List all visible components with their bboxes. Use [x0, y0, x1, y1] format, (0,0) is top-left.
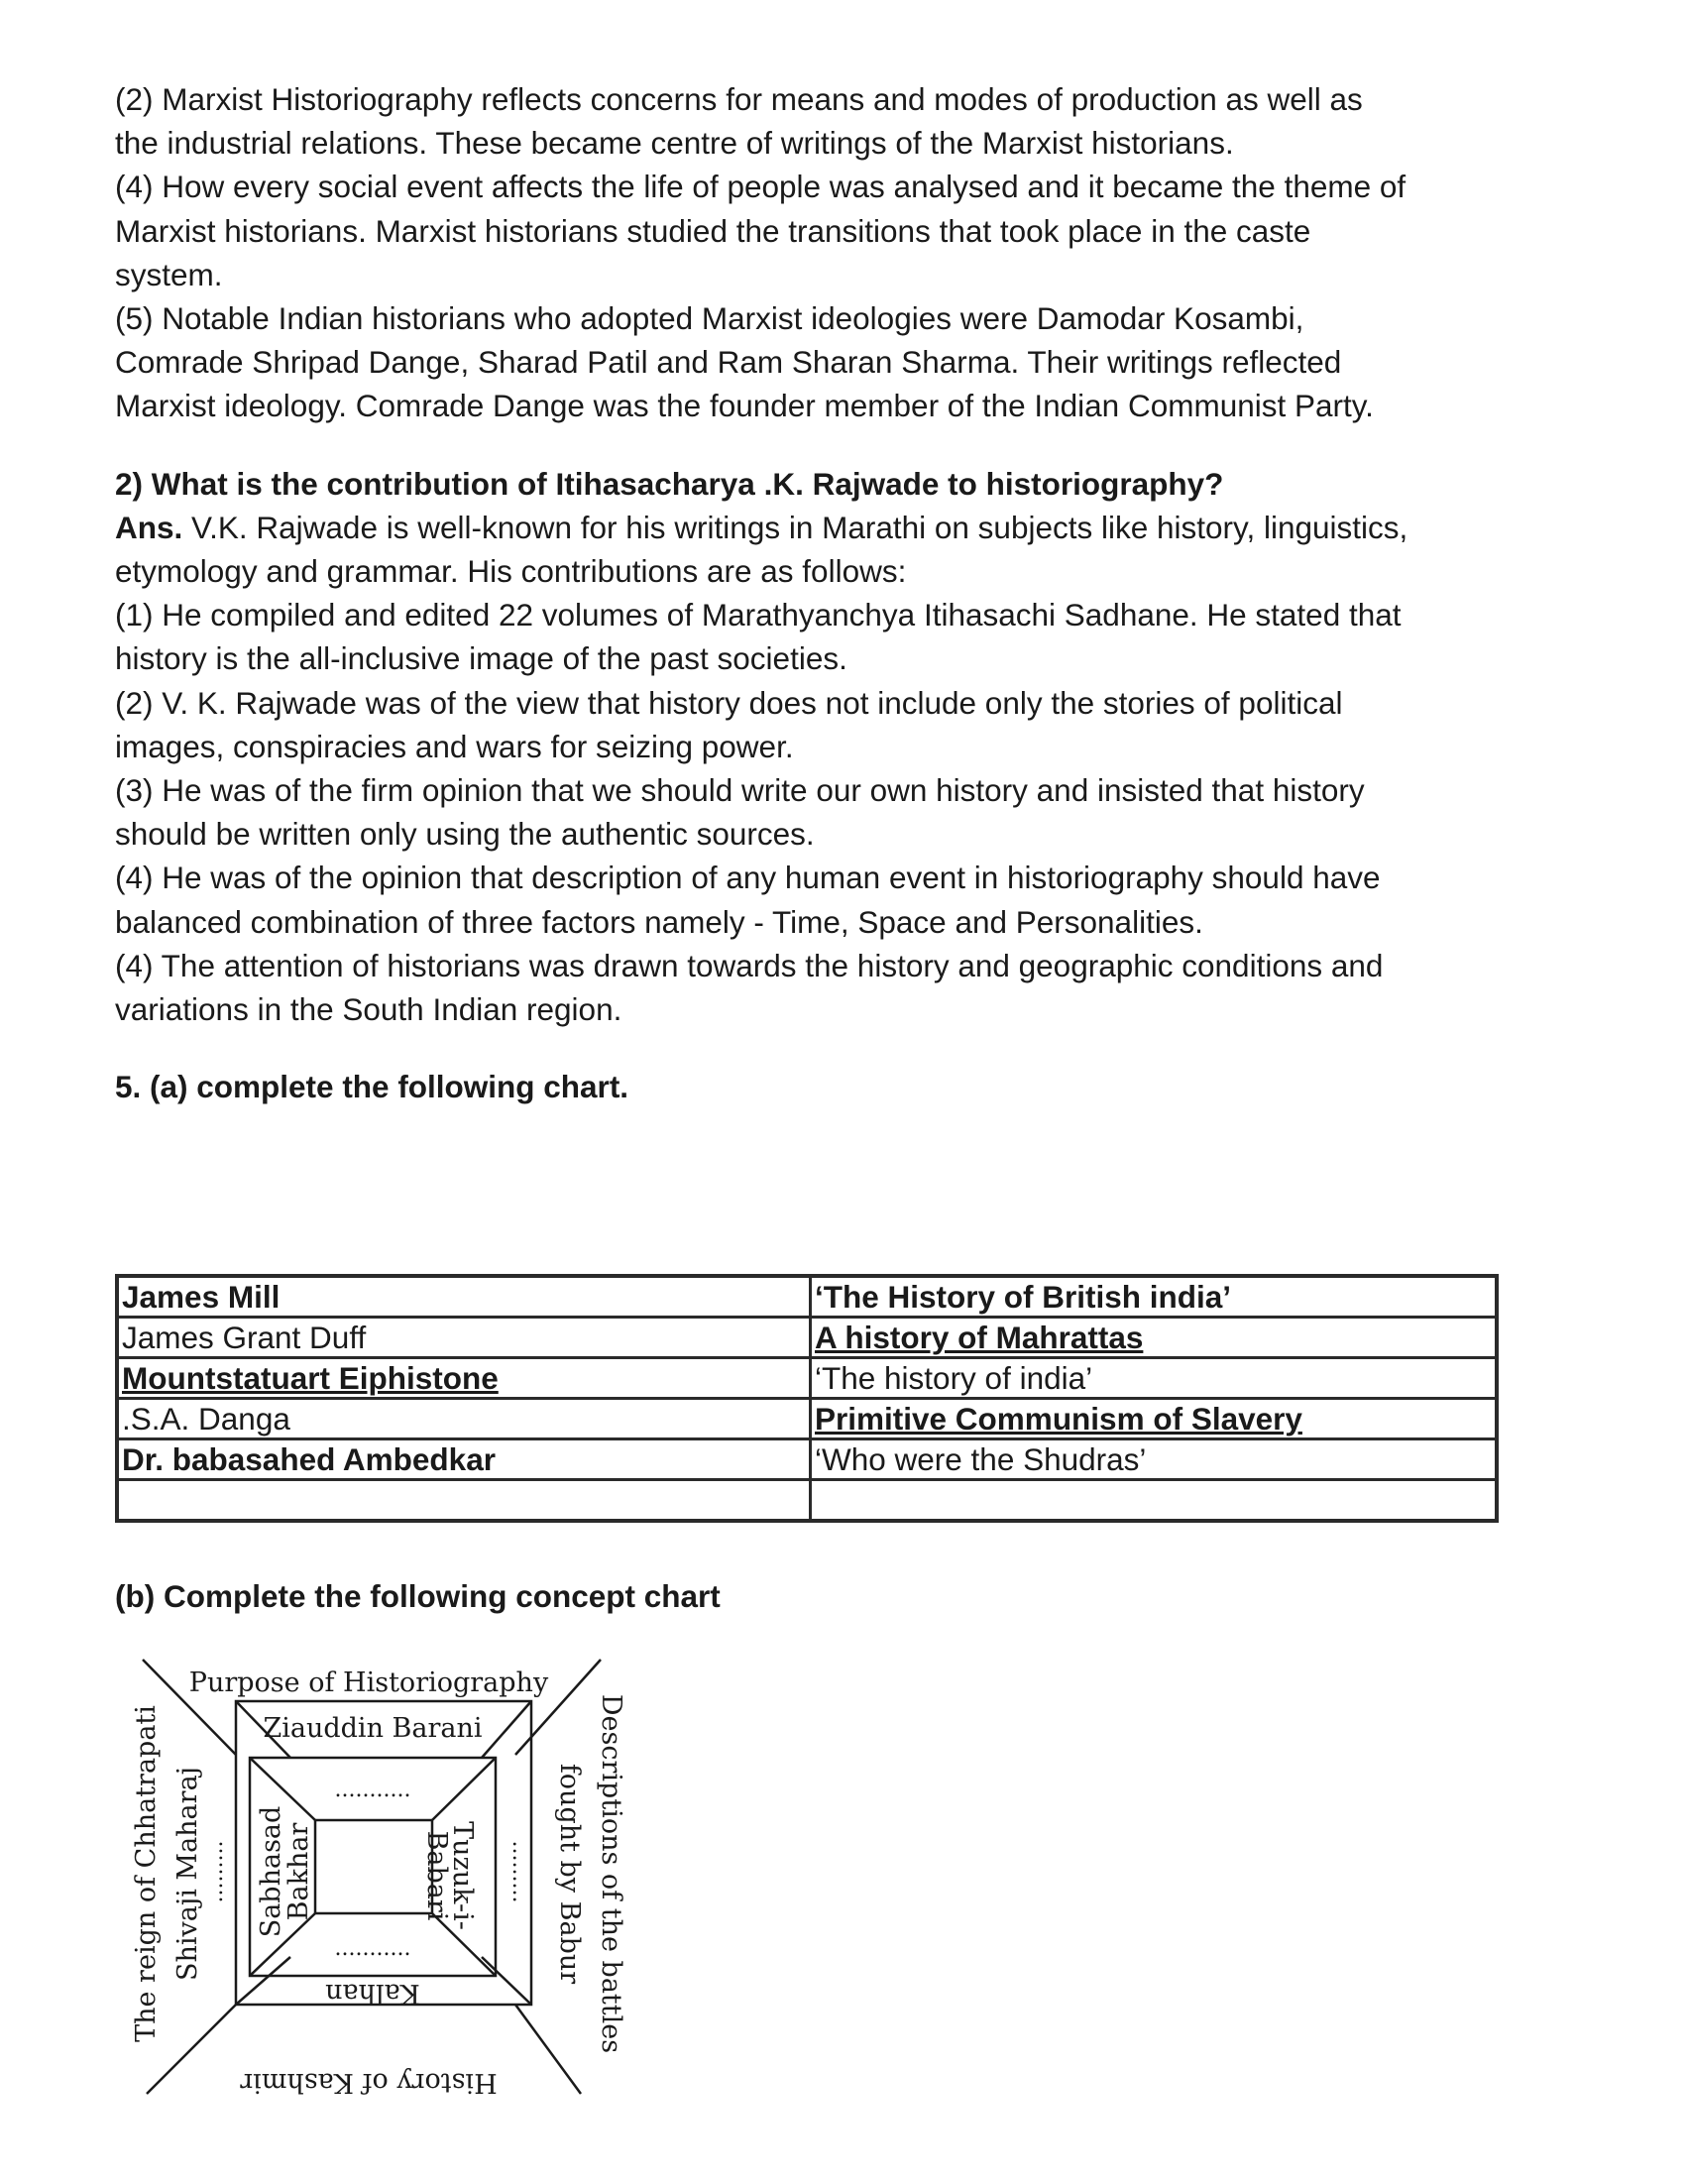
answer-intro: V.K. Rajwade is well-known for his writings in Marathi on subjects like history, linguistics,	[182, 509, 1408, 545]
text-line: (4) The attention of historians was drawn towards the history and geographic conditions and	[115, 947, 1384, 983]
label-left-inner-1: Sabhasad	[256, 1805, 286, 1938]
dots-top: ...........	[334, 1778, 411, 1802]
label-top-outer: Purpose of Historiography	[188, 1667, 549, 1698]
document-body	[115, 77, 1582, 1108]
label-right-inner-1: Tuzuk-i-	[447, 1821, 478, 1930]
table-row	[117, 1358, 1497, 1399]
dots-bottom: ...........	[334, 1936, 411, 1961]
label-top-inner: Ziauddin Barani	[263, 1713, 483, 1744]
text-line: (3) He was of the firm opinion that we should write our own history and insisted that history	[115, 772, 1365, 809]
text-line: balanced combination of three factors namely - Time, Space and Personalities.	[115, 903, 1203, 940]
text-line: etymology and grammar. His contributions are as follows:	[115, 553, 907, 590]
work-cell: ‘The history of india’	[811, 1358, 1498, 1399]
text-line: (4) How every social event affects the life of people was analysed and it became the theme of	[115, 169, 1407, 205]
author-cell: James Mill	[117, 1276, 811, 1318]
author-cell: .S.A. Danga	[117, 1399, 811, 1439]
question-5a-title: 5. (a) complete the following chart.	[115, 1069, 629, 1105]
text-line: images, conspiracies and wars for seizing power.	[115, 728, 794, 764]
marxist-points	[115, 77, 1582, 428]
author-cell: Dr. babasahed Ambedkar	[117, 1439, 811, 1480]
label-right-outer-1: Descriptions of the battles	[596, 1693, 626, 2054]
dots-left: .........	[203, 1840, 228, 1903]
question-5b-title: (b) Complete the following concept chart	[115, 1578, 721, 1614]
author-work-chart	[115, 1274, 1499, 1523]
text-line: Marxist ideology. Comrade Dange was the founder member of the Indian Communist Party.	[115, 388, 1374, 424]
work-cell: Primitive Communism of Slavery	[811, 1399, 1498, 1439]
text-line: (1) He compiled and edited 22 volumes of Marathyanchya Itihasachi Sadhane. He stated that	[115, 597, 1402, 633]
label-right-inner-2: Babari	[421, 1830, 452, 1921]
text-line: Marxist historians. Marxist historians studied the transitions that took place in the caste	[115, 212, 1311, 249]
table-row	[117, 1318, 1497, 1358]
chart-table	[115, 1274, 1499, 1523]
answer-label: Ans.	[115, 509, 183, 545]
label-bottom-inner: Kalhan	[325, 1978, 420, 2009]
text-line: Comrade Shripad Dange, Sharad Patil and Ram Sharan Sharma. Their writings reflected	[115, 344, 1342, 381]
table-row	[117, 1399, 1497, 1439]
work-cell: ‘The History of British india’	[811, 1276, 1498, 1318]
author-cell: Mountstatuart Eiphistone	[117, 1358, 811, 1399]
dots-right: .........	[507, 1840, 532, 1903]
answer-first-line	[115, 506, 1582, 549]
label-left-outer-1: The reign of Chhatrapati	[131, 1705, 162, 2042]
table-row	[117, 1276, 1497, 1318]
concept-chart	[109, 1646, 634, 2107]
author-cell: James Grant Duff	[117, 1318, 811, 1358]
work-cell: A history of Mahrattas	[811, 1318, 1498, 1358]
author-cell	[117, 1480, 811, 1522]
table-row	[117, 1439, 1497, 1480]
work-cell: ‘Who were the Shudras’	[811, 1439, 1498, 1480]
work-cell	[811, 1480, 1498, 1522]
text-line: (5) Notable Indian historians who adopted Marxist ideologies were Damodar Kosambi,	[115, 300, 1304, 337]
label-left-outer-2: Shivaji Maharaj	[172, 1766, 203, 1982]
table-row	[117, 1480, 1497, 1522]
text-line: (4) He was of the opinion that description of any human event in historiography should have	[115, 860, 1381, 896]
text-line: system.	[115, 256, 223, 292]
text-line: (2) Marxist Historiography reflects concerns for means and modes of production as well as	[115, 81, 1363, 117]
label-right-outer-2: fought by Babur	[554, 1763, 585, 1985]
question-2-title: 2) What is the contribution of Itihasacharya .K. Rajwade to historiography?	[115, 465, 1224, 502]
label-bottom-outer: History of Kashmir	[240, 2067, 498, 2098]
label-left-inner-2: Bakhar	[283, 1822, 314, 1921]
concept-chart-diagram	[109, 1646, 634, 2102]
text-line: variations in the South Indian region.	[115, 991, 622, 1028]
text-line: history is the all-inclusive image of the past societies.	[115, 640, 847, 677]
text-line: (2) V. K. Rajwade was of the view that history does not include only the stories of political	[115, 684, 1343, 721]
diagonal-line	[515, 2005, 581, 2094]
text-line: the industrial relations. These became centre of writings of the Marxist historians.	[115, 125, 1234, 162]
inner-square	[315, 1820, 432, 1913]
text-line: should be written only using the authentic sources.	[115, 816, 815, 853]
